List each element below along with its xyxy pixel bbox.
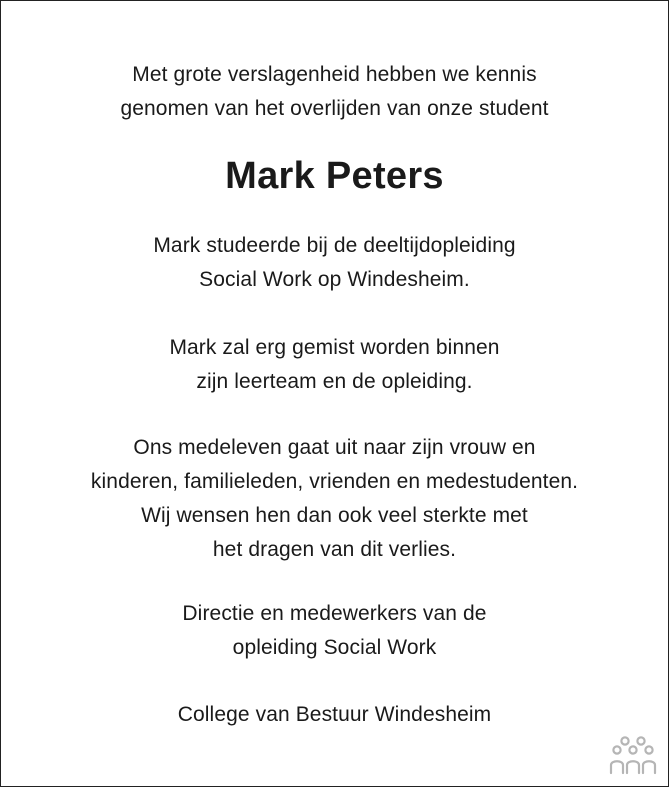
- intro-line-1: Met grote verslagenheid hebben we kennis: [132, 63, 537, 86]
- missed-line-2: zijn leerteam en de opleiding.: [196, 370, 473, 393]
- condolence-line-3: Wij wensen hen dan ook veel sterkte met: [141, 504, 528, 527]
- signatories-line-2: opleiding Social Work: [232, 636, 437, 659]
- signatories-line-1: Directie en medewerkers van de: [182, 602, 487, 625]
- condolence-line-1: Ons medeleven gaat uit naar zijn vrouw en: [133, 436, 536, 459]
- missed-line-1: Mark zal erg gemist worden binnen: [169, 336, 500, 359]
- deceased-name: Mark Peters: [225, 155, 444, 197]
- condolence-line-4: het dragen van dit verlies.: [212, 538, 457, 561]
- intro-line-2: genomen van het overlijden van onze student: [120, 97, 549, 120]
- study-line-1: Mark studeerde bij de deeltijdopleiding: [153, 234, 516, 257]
- study-line-2: Social Work op Windesheim.: [199, 268, 470, 291]
- people-group-icon: [609, 735, 657, 775]
- board-line: College van Bestuur Windesheim: [177, 703, 492, 726]
- condolence-line-2: kinderen, familieleden, vrienden en medestudenten.: [90, 470, 579, 493]
